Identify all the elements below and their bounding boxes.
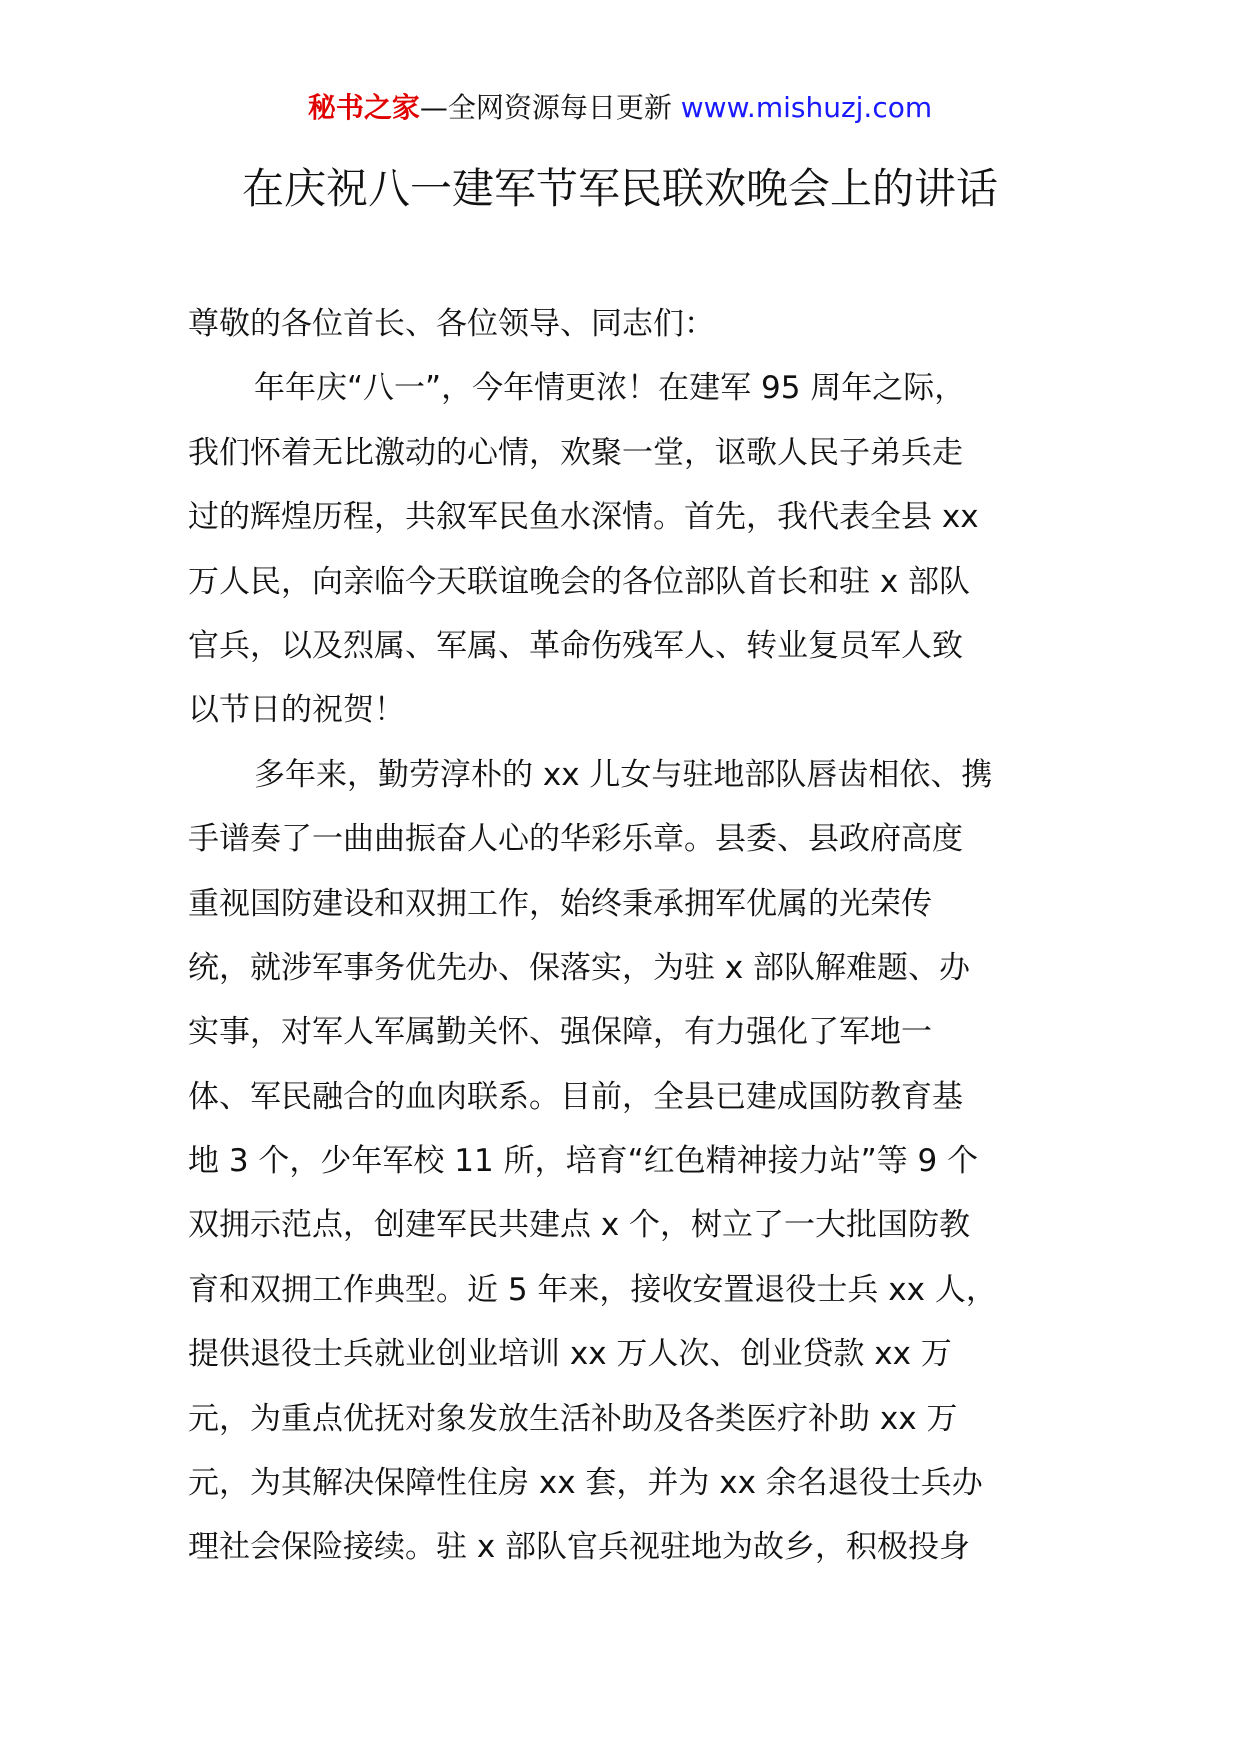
paragraph-line: 统，就涉军事务优先办、保落实，为驻 x 部队解难题、办 xyxy=(188,949,971,986)
paragraph-line: 育和双拥工作典型。近 5 年来，接收安置退役士兵 xx 人， xyxy=(188,1271,997,1308)
paragraph-line: 官兵，以及烈属、军属、革命伤残军人、转业复员军人致 xyxy=(188,627,963,664)
paragraph-line: 以节日的祝贺！ xyxy=(188,692,405,729)
paragraph-line: 提供退役士兵就业创业培训 xx 万人次、创业贷款 xx 万 xyxy=(188,1336,952,1373)
paragraph-line: 我们怀着无比激动的心情，欢聚一堂，讴歌人民子弟兵走 xyxy=(188,434,963,471)
paragraph-line: 年年庆“八一”，今年情更浓！在建军 95 周年之际， xyxy=(254,370,966,407)
paragraph-line: 元，为重点优抚对象发放生活补助及各类医疗补助 xx 万 xyxy=(188,1400,958,1437)
paragraph-line: 万人民，向亲临今天联谊晚会的各位部队首长和驻 x 部队 xyxy=(188,563,971,600)
paragraph-line: 双拥示范点，创建军民共建点 x 个，树立了一大批国防教 xyxy=(188,1207,971,1244)
paragraph-line: 过的辉煌历程，共叙军民鱼水深情。首先，我代表全县 xx xyxy=(188,499,979,536)
paragraph-line: 手谱奏了一曲曲振奋人心的华彩乐章。县委、县政府高度 xyxy=(188,821,963,858)
paragraph-line: 地 3 个，少年军校 11 所，培育“红色精神接力站”等 9 个 xyxy=(188,1143,979,1180)
document-body xyxy=(188,292,1068,1580)
paragraph-line: 理社会保险接续。驻 x 部队官兵视驻地为故乡，积极投身 xyxy=(188,1529,971,1566)
salutation-line: 尊敬的各位首长、各位领导、同志们： xyxy=(188,306,715,342)
document-title: 在庆祝八一建军节军民联欢晚会上的讲话 xyxy=(241,164,998,213)
site-brand: 秘书之家 xyxy=(307,91,420,124)
site-header xyxy=(0,88,1240,128)
paragraph-line: 实事，对军人军属勤关怀、强保障，有力强化了军地一 xyxy=(188,1014,932,1051)
site-tagline: —全网资源每日更新 xyxy=(419,91,681,124)
paragraph-line: 重视国防建设和双拥工作，始终秉承拥军优属的光荣传 xyxy=(188,885,932,922)
paragraph-line: 体、军民融合的血肉联系。目前，全县已建成国防教育基 xyxy=(188,1078,963,1115)
paragraph-line: 元，为其解决保障性住房 xx 套，并为 xx 余名退役士兵办 xyxy=(188,1465,983,1502)
paragraph-line: 多年来，勤劳淳朴的 xx 儿女与驻地部队唇齿相依、携 xyxy=(254,756,993,793)
site-url-link[interactable]: www.mishuzj.com xyxy=(680,91,933,124)
